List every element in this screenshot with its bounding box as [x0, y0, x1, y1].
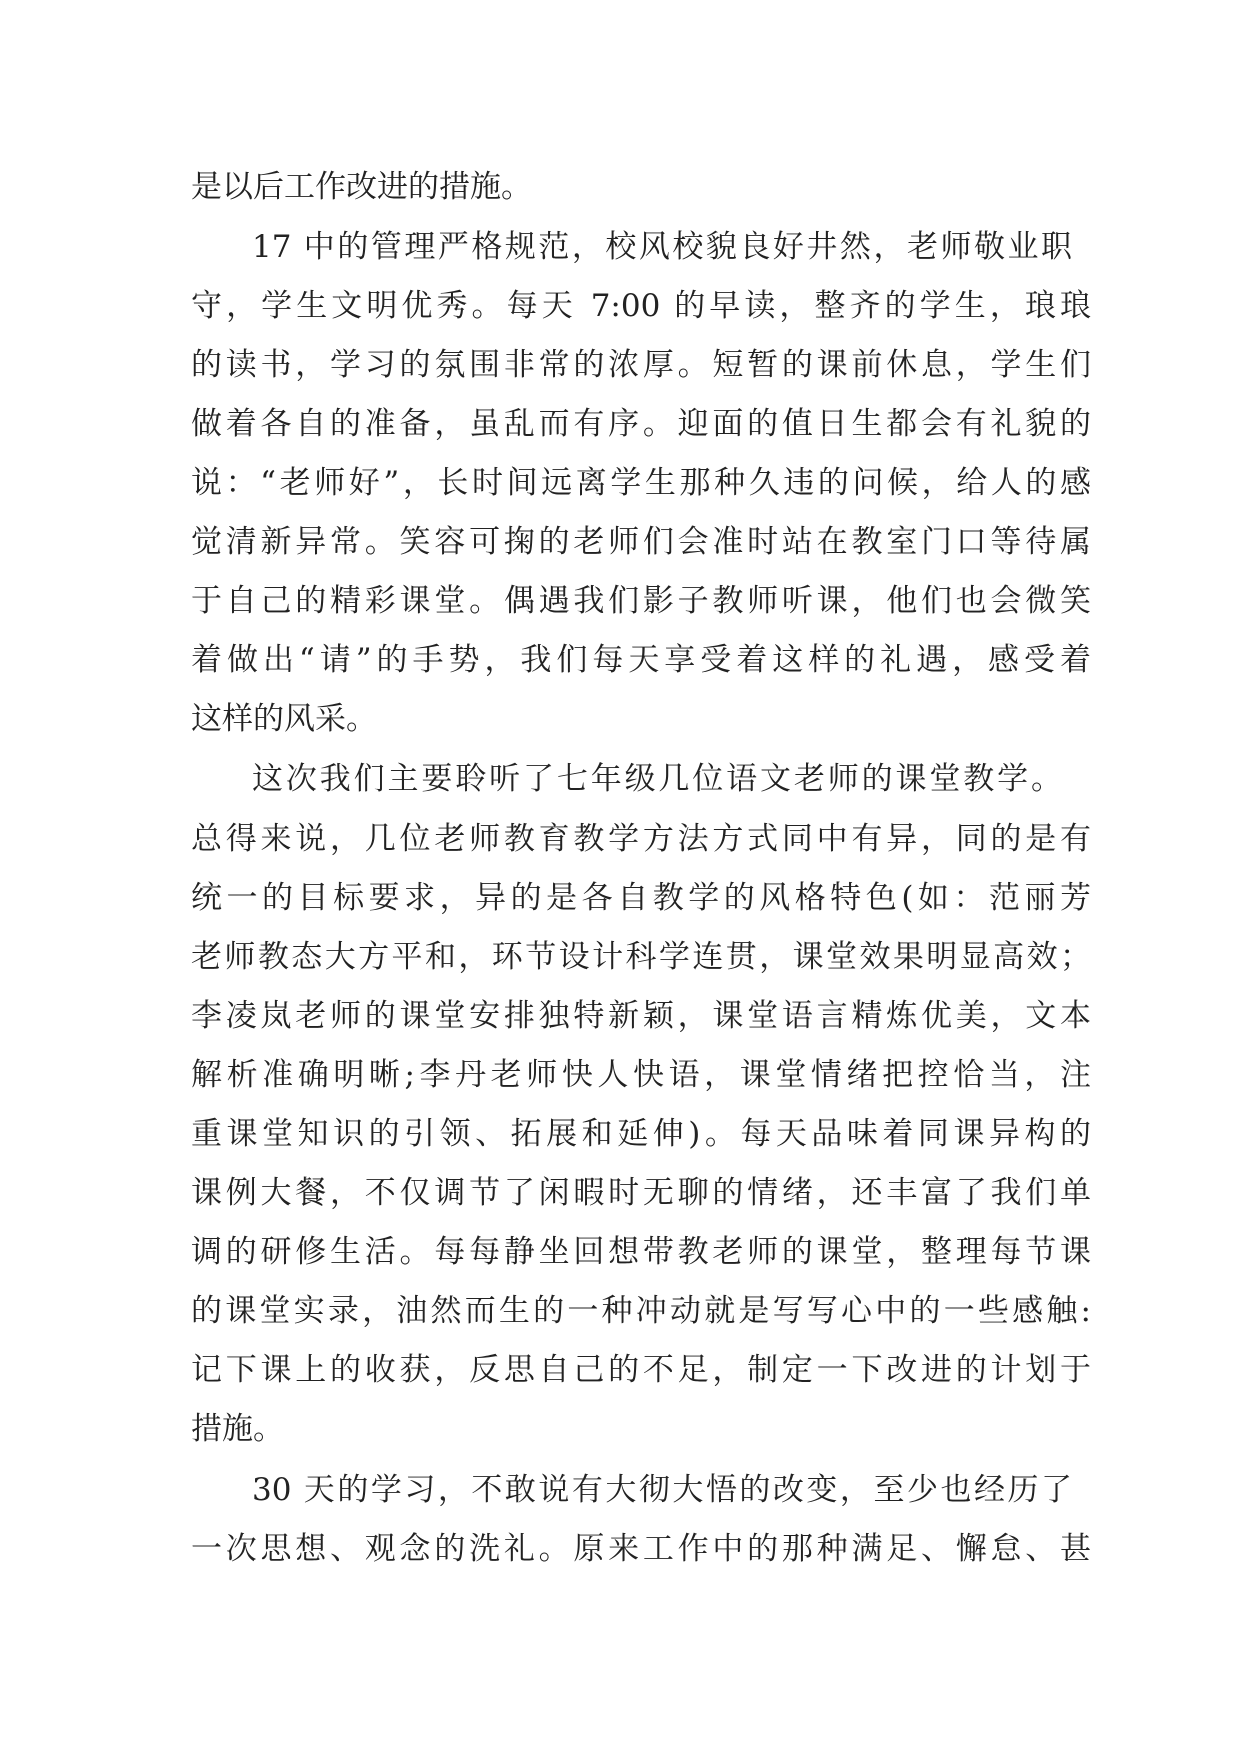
paragraph-line: 着做出“请”的手势，我们每天享受着这样的礼遇，感受着	[191, 642, 1091, 678]
paragraph-line: 于自己的精彩课堂。偶遇我们影子教师听课，他们也会微笑	[191, 583, 1091, 619]
paragraph-line: 是以后工作改进的措施。	[191, 169, 532, 205]
paragraph-line: 记下课上的收获，反思自己的不足，制定一下改进的计划于	[191, 1352, 1091, 1388]
paragraph-line: 做着各自的准备，虽乱而有序。迎面的值日生都会有礼貌的	[191, 406, 1091, 442]
paragraph-line: 说：“老师好”，长时间远离学生那种久违的问候，给人的感	[191, 465, 1091, 501]
paragraph-line: 统一的目标要求，异的是各自教学的风格特色(如：范丽芳	[191, 880, 1091, 916]
paragraph-line: 这样的风采。	[191, 701, 377, 737]
paragraph-line: 的课堂实录，油然而生的一种冲动就是写写心中的一些感触:	[191, 1293, 1091, 1329]
paragraph-line: 的读书，学习的氛围非常的浓厚。短暂的课前休息，学生们	[191, 347, 1091, 383]
paragraph-line: 这次我们主要聆听了七年级几位语文老师的课堂教学。	[252, 761, 1062, 797]
paragraph-line: 一次思想、观念的洗礼。原来工作中的那种满足、懈怠、甚	[191, 1531, 1091, 1567]
paragraph-line: 觉清新异常。笑容可掬的老师们会准时站在教室门口等待属	[191, 524, 1091, 560]
paragraph-line: 课例大餐，不仅调节了闲暇时无聊的情绪，还丰富了我们单	[191, 1175, 1091, 1211]
paragraph-line: 守，学生文明优秀。每天 7:00 的早读，整齐的学生，琅琅	[191, 288, 1091, 324]
paragraph-line: 重课堂知识的引领、拓展和延伸)。每天品味着同课异构的	[191, 1116, 1091, 1152]
paragraph-line: 老师教态大方平和，环节设计科学连贯，课堂效果明显高效；	[191, 939, 1091, 975]
paragraph-line: 措施。	[191, 1411, 284, 1447]
paragraph-line: 总得来说，几位老师教育教学方法方式同中有异，同的是有	[191, 821, 1091, 857]
paragraph-line: 李凌岚老师的课堂安排独特新颖，课堂语言精炼优美，文本	[191, 998, 1091, 1034]
paragraph-line: 17 中的管理严格规范，校风校貌良好井然，老师敬业职	[252, 229, 1072, 265]
paragraph-line: 调的研修生活。每每静坐回想带教老师的课堂，整理每节课	[191, 1234, 1091, 1270]
paragraph-line: 30 天的学习，不敢说有大彻大悟的改变，至少也经历了	[252, 1472, 1072, 1508]
paragraph-line: 解析准确明晰;李丹老师快人快语，课堂情绪把控恰当，注	[191, 1057, 1091, 1093]
